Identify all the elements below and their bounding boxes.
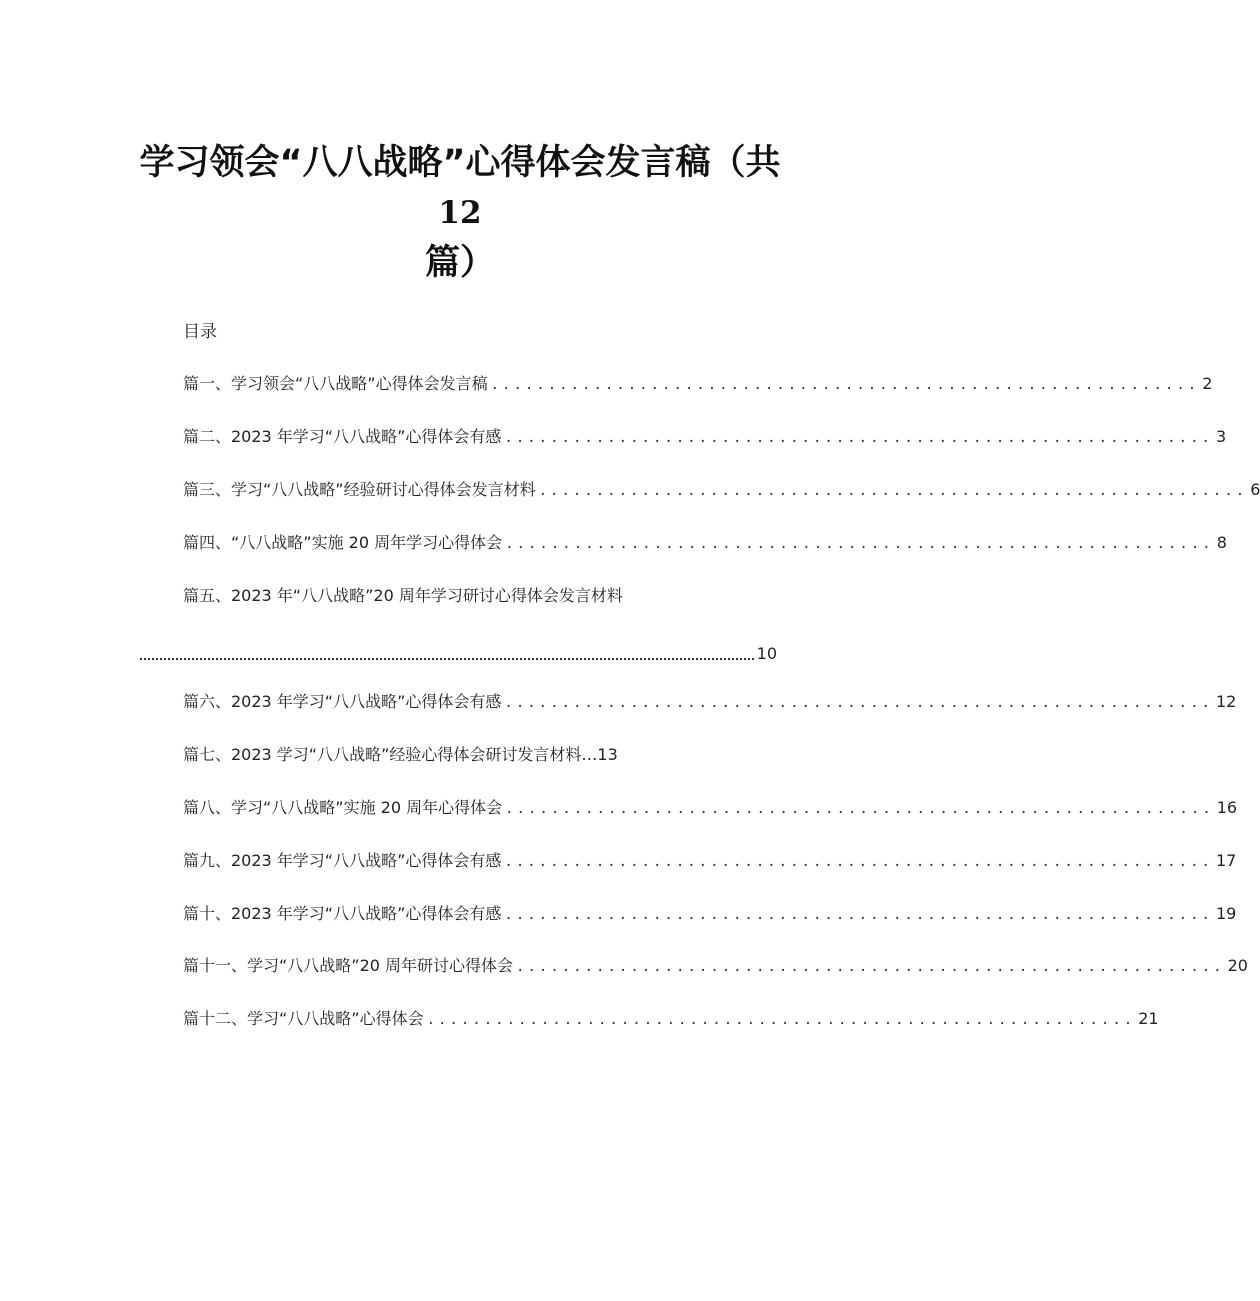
toc-leader-dots: .............................................................. <box>504 907 1213 923</box>
toc-entry-6[interactable] <box>183 688 1237 714</box>
toc-entry-4[interactable] <box>183 529 1227 555</box>
toc-leader-dots: .............................................................. <box>538 483 1248 499</box>
toc-leader-dots: .............................................................. <box>426 1012 1136 1028</box>
toc-leader-dots <box>140 658 754 660</box>
toc-heading: 目录 <box>183 322 217 342</box>
toc-entry-3[interactable] <box>183 476 1260 502</box>
title-line-2: 12 <box>438 195 482 231</box>
toc-entry-label: 篇十二、学习“八八战略”心得体会 <box>183 1009 424 1028</box>
toc-entry-label: 篇六、2023 年学习“八八战略”心得体会有感 <box>183 692 502 711</box>
toc-page-number: 19 <box>1215 904 1237 923</box>
toc-page-number: 21 <box>1138 1009 1159 1028</box>
toc-page-number: 10 <box>756 644 777 663</box>
toc-entry-label: 篇五、2023 年“八八战略”20 周年学习研讨心得体会发言材料 <box>183 586 623 605</box>
toc-entry-9[interactable] <box>183 847 1237 873</box>
title-line-3: 篇） <box>424 243 495 283</box>
toc-page-number: 6 <box>1250 480 1260 499</box>
toc-page-number: 20 <box>1227 956 1248 975</box>
toc-leader-dots: .............................................................. <box>505 536 1214 552</box>
toc-entry-12[interactable] <box>183 1005 1159 1031</box>
toc-page-number: 13 <box>597 745 618 764</box>
toc-entry-7[interactable] <box>183 741 777 767</box>
toc-leader-dots: .............................................................. <box>490 377 1200 393</box>
toc-entry-5-continuation[interactable] <box>140 640 777 666</box>
toc-entry-5[interactable] <box>183 582 777 608</box>
toc-leader-dots: .............................................................. <box>504 854 1213 870</box>
toc-page-number: 17 <box>1215 851 1237 870</box>
toc-entry-label: 篇十、2023 年学习“八八战略”心得体会有感 <box>183 904 502 923</box>
toc-entry-label: 篇三、学习“八八战略”经验研讨心得体会发言材料 <box>183 480 536 499</box>
toc-entry-label: 篇八、学习“八八战略”实施 20 周年心得体会 <box>183 798 503 817</box>
toc-entry-label: 篇七、2023 学习“八八战略”经验心得体会研讨发言材料… <box>183 745 598 764</box>
toc-leader-dots: .............................................................. <box>505 801 1214 817</box>
toc-entry-label: 篇二、2023 年学习“八八战略”心得体会有感 <box>183 427 502 446</box>
document-title <box>0 138 920 288</box>
toc-entry-11[interactable] <box>183 952 1248 978</box>
toc-page-number: 3 <box>1215 427 1227 446</box>
toc-entry-1[interactable] <box>183 370 1213 396</box>
toc-entry-label: 篇九、2023 年学习“八八战略”心得体会有感 <box>183 851 502 870</box>
toc-page-number: 16 <box>1216 798 1238 817</box>
title-line-1: 学习领会“八八战略”心得体会发言稿（共 <box>139 143 781 183</box>
toc-entry-label: 篇四、“八八战略”实施 20 周年学习心得体会 <box>183 533 503 552</box>
toc-leader-dots: .............................................................. <box>504 430 1213 446</box>
toc-entry-2[interactable] <box>183 423 1227 449</box>
toc-entry-label: 篇十一、学习“八八战略”20 周年研讨心得体会 <box>183 956 514 975</box>
toc-leader-dots: .............................................................. <box>516 959 1225 975</box>
toc-page-number: 2 <box>1202 374 1213 393</box>
toc-leader-dots: .............................................................. <box>504 695 1213 711</box>
toc-page-number: 12 <box>1215 692 1237 711</box>
toc-entry-8[interactable] <box>183 794 1238 820</box>
toc-entry-label: 篇一、学习领会“八八战略”心得体会发言稿 <box>183 374 488 393</box>
toc-page-number: 8 <box>1216 533 1227 552</box>
toc-entry-10[interactable] <box>183 900 1237 926</box>
